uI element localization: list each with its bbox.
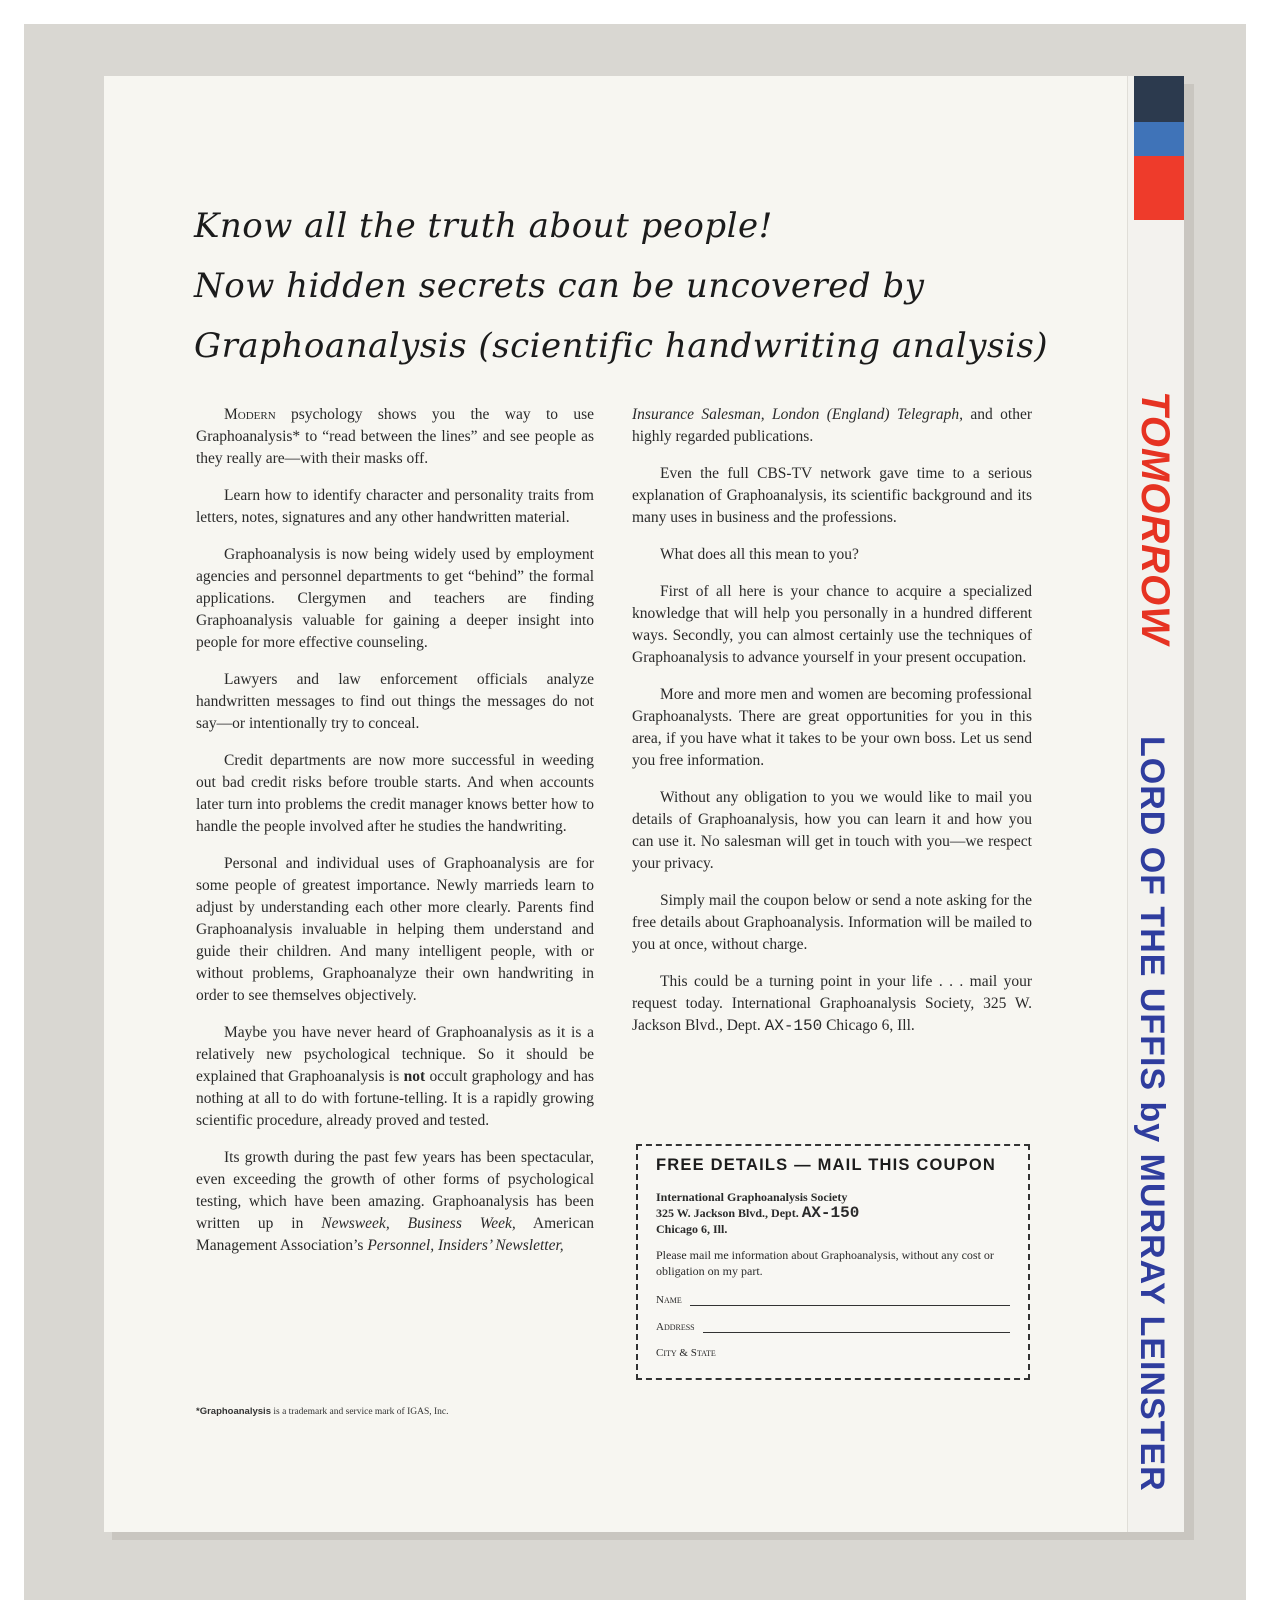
paragraph-text: Maybe you have never heard of Graphoanalysis as it is a relatively new psychological technique. So it should be explained that Graphoanalysis is	[196, 1024, 594, 1085]
spine	[1127, 76, 1184, 1532]
paragraph-text: This could be a turning point in your life . . . mail your request today. International Graphoanalysis Society, 325 W. Jackson Blvd., Dept.	[632, 973, 1032, 1034]
paragraph: What does all this mean to you?	[660, 546, 859, 563]
paragraph	[632, 404, 1032, 448]
trademark-footnote	[196, 1406, 696, 1417]
paragraph-text: Its growth during the past few years has been spectacular, even exceeding the growth of other forms of psychological testing, which have been amazing. Graphoanalysis has been written up in	[196, 1149, 594, 1232]
paragraph-text: Chicago 6, Ill.	[822, 1017, 915, 1034]
paragraph	[632, 971, 1032, 1037]
emphasis-not: not	[403, 1068, 426, 1085]
coupon-address-line: International Graphoanalysis Society	[656, 1190, 848, 1204]
right-column	[632, 404, 1032, 1052]
paragraph: Simply mail the coupon below or send a note asking for the free details about Graphoanalysis. Information will be mailed to you at once, without charge.	[632, 892, 1032, 953]
coupon-address	[656, 1189, 1010, 1237]
spine-color-band-blue	[1134, 122, 1184, 156]
publication-names: Insurance Salesman, London (England) Telegraph,	[632, 406, 964, 423]
paragraph	[196, 1147, 594, 1257]
spine-color-band-red	[1134, 156, 1184, 220]
paragraph	[196, 404, 594, 470]
handwritten-headline	[194, 196, 1049, 376]
address-field	[656, 1320, 1010, 1333]
paragraph-text: American Management Association’s	[196, 1215, 594, 1254]
paragraph: Personal and individual uses of Graphoanalysis are for some people of greatest importance. Newly marrieds learn to adjust by understanding each other more clearly. Parents find Graphoanalysis invaluable in helping them understand and guide their children. And many intelligent people, with or without problems, Graphoanalyze their own handwriting in order to see themselves objectively.	[196, 855, 594, 1004]
paragraph: Lawyers and law enforcement officials analyze handwritten messages to find out things the messages do not say—or intentionally try to conceal.	[196, 671, 594, 732]
paragraph	[196, 1022, 594, 1132]
footnote-text: is a trademark and service mark of IGAS, Inc.	[270, 1407, 449, 1417]
name-field-label: Name	[656, 1294, 682, 1306]
name-field	[656, 1293, 1010, 1306]
dept-code: AX-150	[801, 1204, 860, 1222]
headline-line-1: Know all the truth about people!	[194, 206, 773, 246]
city-state-field	[656, 1347, 1010, 1359]
paragraph-text: occult graphology and has nothing at all to do with fortune-telling. It is a rapidly growing scientific procedure, already proved and tested.	[196, 1068, 594, 1129]
paragraph: Without any obligation to you we would like to mail you details of Graphoanalysis, how you can learn it and how you can use it. No salesman will get in touch with you—we respect your privacy.	[632, 789, 1032, 872]
paragraph: Learn how to identify character and personality traits from letters, notes, signatures and any other handwritten material.	[196, 487, 594, 526]
spine-title: TOMORROW	[1133, 391, 1177, 645]
left-column	[196, 404, 594, 1272]
headline-line-3: Graphoanalysis (scientific handwriting analysis)	[194, 326, 1049, 366]
paragraph: Credit departments are now more successful in weeding out bad credit risks before trouble starts. And when accounts later turn into problems the credit manager knows better how to handle the people involved after he studies the handwriting.	[196, 752, 594, 835]
dept-code: AX-150	[764, 1017, 823, 1035]
paragraph: More and more men and women are becoming professional Graphoanalysts. There are great opportunities for you in this area, if you have what it takes to be your own boss. Let us send you free information.	[632, 686, 1032, 769]
paragraph-text: psychology shows you the way to use Graphoanalysis* to “read between the lines” and see people as they really are—with their masks off.	[196, 406, 594, 467]
spine-author: LORD OF THE UFFIS by MURRAY LEINSTER	[1133, 736, 1171, 1492]
paragraph: Even the full CBS-TV network gave time to a serious explanation of Graphoanalysis, its scientific background and its many uses in business and the professions.	[632, 465, 1032, 526]
publication-names: Newsweek, Business Week,	[321, 1215, 516, 1232]
lead-word: Modern	[224, 406, 276, 423]
coupon-note: Please mail me information about Graphoanalysis, without any cost or obligation on my part.	[656, 1248, 994, 1278]
address-field-label: Address	[656, 1321, 695, 1333]
city-state-field-line	[724, 1347, 1010, 1359]
coupon-header: FREE DETAILS — MAIL THIS COUPON	[656, 1156, 997, 1174]
paragraph: First of all here is your chance to acquire a specialized knowledge that will help you personally in a hundred different ways. Secondly, you can almost certainly use the techniques of Graphoanalysis to advance yourself in your present occupation.	[632, 583, 1032, 666]
magazine-back-cover	[104, 76, 1184, 1532]
spine-color-band-dark	[1134, 76, 1184, 122]
coupon-address-line	[656, 1205, 1010, 1221]
mail-coupon	[636, 1144, 1030, 1380]
coupon-address-text: 325 W. Jackson Blvd., Dept.	[656, 1206, 802, 1220]
address-field-line	[703, 1320, 1010, 1333]
footnote-term: *Graphoanalysis	[196, 1406, 271, 1417]
headline-line-2: Now hidden secrets can be uncovered by	[194, 266, 925, 306]
paragraph: Graphoanalysis is now being widely used by employment agencies and personnel departments to get “behind” the formal applications. Clergymen and teachers are finding Graphoanalysis valuable for gaining a deeper insight into people for more effective counseling.	[196, 546, 594, 651]
coupon-address-line: Chicago 6, Ill.	[656, 1222, 728, 1236]
paragraph-text: and other highly regarded publications.	[632, 406, 1032, 445]
name-field-line	[690, 1293, 1010, 1306]
publication-names: Personnel, Insiders’ Newsletter,	[367, 1237, 564, 1254]
city-state-field-label: City & State	[656, 1347, 716, 1359]
